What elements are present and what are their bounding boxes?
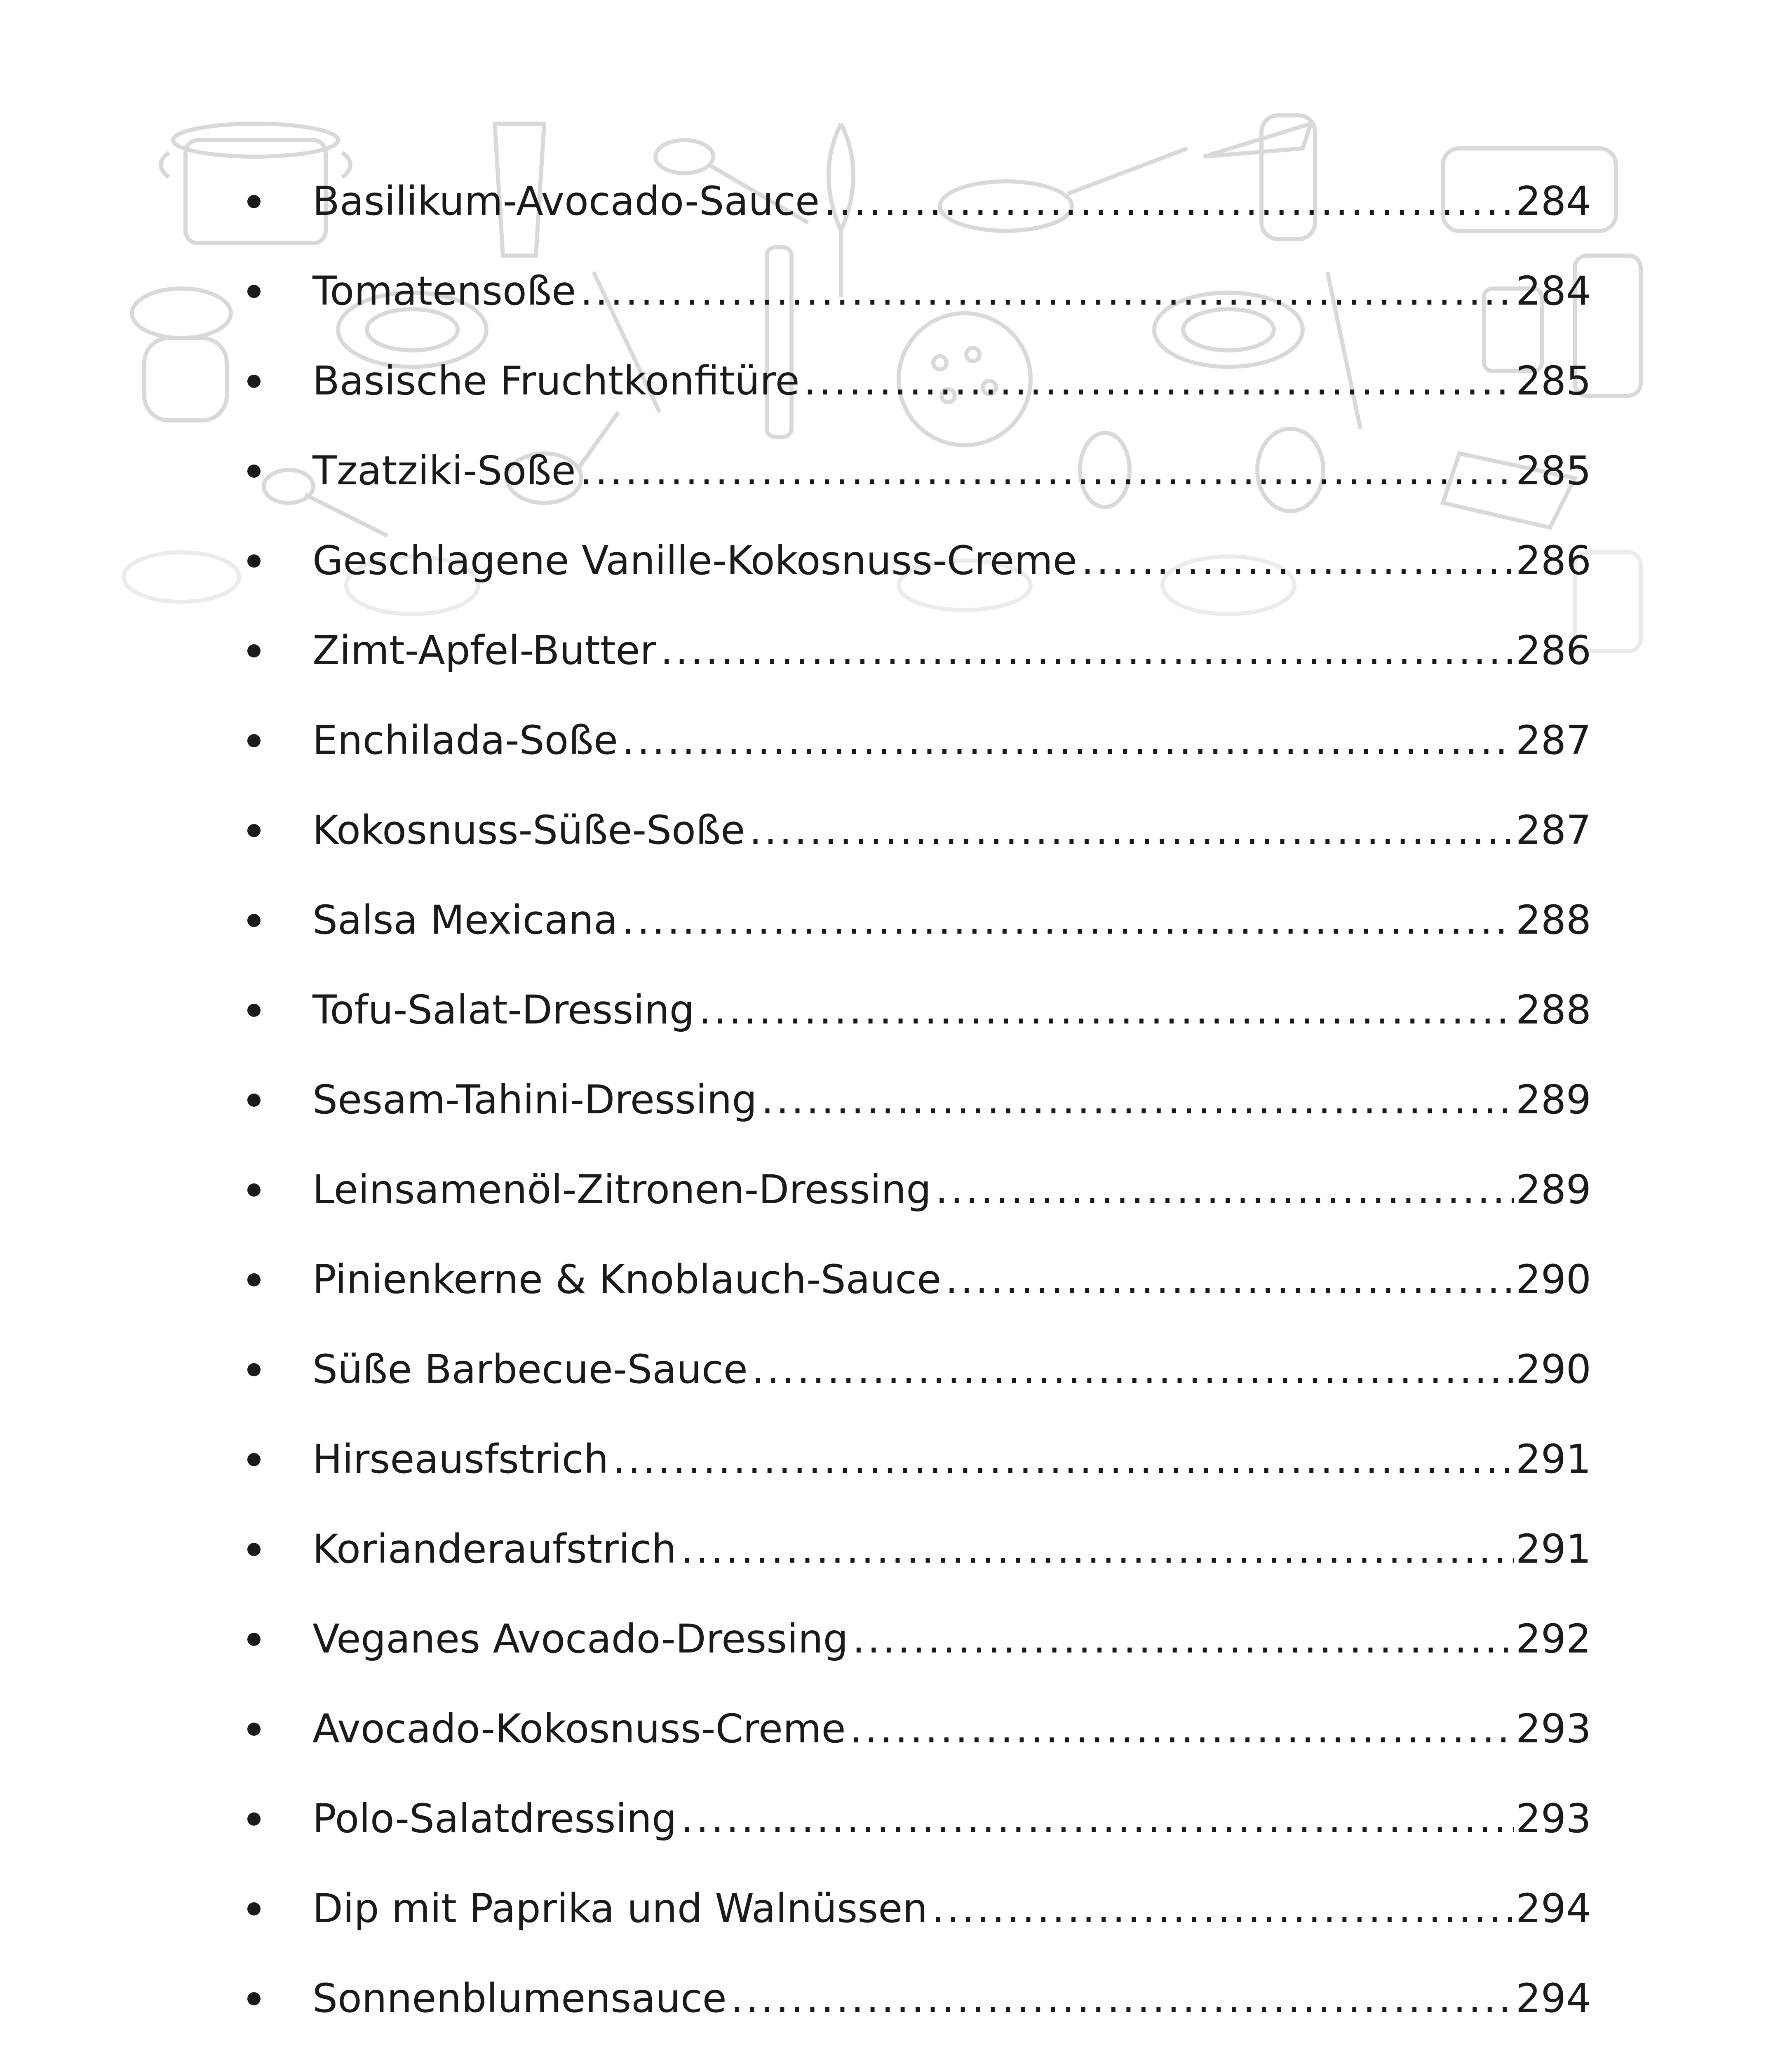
bullet-icon: [247, 465, 261, 478]
toc-entry[interactable]: [231, 1594, 1591, 1684]
toc-entry-page: 290: [1515, 1346, 1591, 1393]
toc-entry-title: Basische Fruchtkonfitüre: [312, 358, 800, 404]
toc-entry-line: [312, 1346, 1591, 1393]
dot-leader: [853, 1615, 1514, 1663]
toc-entry[interactable]: [231, 1505, 1591, 1594]
toc-entry-title: Tomatensoße: [312, 268, 576, 315]
toc-entry-page: 291: [1515, 1526, 1591, 1573]
toc-entry-line: [312, 447, 1591, 495]
toc-entry-title: Polo-Salatdressing: [312, 1796, 677, 1842]
dot-leader: [699, 986, 1514, 1034]
toc-entry-line: [312, 537, 1591, 584]
dot-leader: [622, 897, 1514, 944]
toc-entry-title: Basilikum-Avocado-Sauce: [312, 178, 820, 225]
dot-leader: [935, 1166, 1514, 1214]
bullet-icon: [247, 914, 261, 927]
toc-entry[interactable]: [231, 157, 1591, 246]
toc-entry-page: 286: [1515, 627, 1591, 674]
toc-entry-line: [312, 1526, 1591, 1573]
dot-leader: [731, 1975, 1514, 2022]
bullet-icon: [247, 375, 261, 388]
toc-entry-title: Avocado-Kokosnuss-Creme: [312, 1706, 846, 1752]
toc-entry-title: Sonnenblumensauce: [312, 1975, 727, 2022]
toc-entry-line: [312, 986, 1591, 1034]
toc-entry-title: Hirseausfstrich: [312, 1436, 609, 1483]
toc-entry-page: 293: [1515, 1706, 1591, 1752]
toc-entry-line: [312, 178, 1591, 225]
toc-entry-page: 288: [1515, 897, 1591, 944]
toc-entry-page: 291: [1515, 1436, 1591, 1483]
dot-leader: [752, 1346, 1514, 1393]
toc-entry-page: 286: [1515, 538, 1591, 584]
bullet-icon: [247, 734, 261, 747]
table-of-contents: [231, 157, 1591, 2061]
toc-entry-line: [312, 268, 1591, 315]
bullet-icon: [247, 195, 261, 208]
toc-entry-line: [312, 357, 1591, 405]
toc-entry-line: [312, 717, 1591, 764]
bullet-icon: [247, 824, 261, 837]
toc-entry-page: 287: [1515, 807, 1591, 854]
bullet-icon: [247, 1453, 261, 1466]
toc-entry-line: [312, 1436, 1591, 1483]
toc-entry-line: [312, 1885, 1591, 1932]
toc-entry[interactable]: [231, 786, 1591, 876]
toc-entry-line: [312, 1975, 1591, 2022]
toc-entry[interactable]: [231, 426, 1591, 516]
toc-entry[interactable]: [231, 516, 1591, 606]
toc-entry-title: Sesam-Tahini-Dressing: [312, 1077, 757, 1123]
toc-entry[interactable]: [231, 1774, 1591, 1864]
toc-entry[interactable]: [231, 336, 1591, 426]
toc-entry-page: 293: [1515, 1796, 1591, 1842]
toc-entry-page: 284: [1515, 178, 1591, 225]
bullet-icon: [247, 1273, 261, 1286]
toc-entry-page: 288: [1515, 987, 1591, 1033]
toc-entry-page: 290: [1515, 1256, 1591, 1303]
toc-entry-title: Pinienkerne & Knoblauch-Sauce: [312, 1256, 942, 1303]
toc-entry-page: 289: [1515, 1167, 1591, 1213]
bullet-icon: [247, 1633, 261, 1646]
toc-entry[interactable]: [231, 246, 1591, 336]
toc-entry-line: [312, 807, 1591, 854]
dot-leader: [580, 268, 1514, 315]
bullet-icon: [247, 1902, 261, 1915]
bullet-icon: [247, 1992, 261, 2005]
toc-entry[interactable]: [231, 1864, 1591, 1954]
toc-entry-title: Enchilada-Soße: [312, 717, 618, 764]
toc-entry-title: Tofu-Salat-Dressing: [312, 987, 695, 1033]
bullet-icon: [247, 1723, 261, 1736]
dot-leader: [681, 1795, 1514, 1843]
bullet-icon: [247, 1812, 261, 1826]
toc-entry[interactable]: [231, 1055, 1591, 1145]
toc-entry-line: [312, 1705, 1591, 1753]
toc-entry-page: 292: [1515, 1616, 1591, 1662]
toc-entry-title: Kokosnuss-Süße-Soße: [312, 807, 745, 854]
toc-entry-title: Geschlagene Vanille-Kokosnuss-Creme: [312, 538, 1077, 584]
toc-entry-title: Korianderaufstrich: [312, 1526, 677, 1573]
toc-entry-line: [312, 1795, 1591, 1843]
toc-entry-title: Süße Barbecue-Sauce: [312, 1346, 748, 1393]
dot-leader: [850, 1705, 1514, 1753]
dot-leader: [613, 1436, 1514, 1483]
toc-entry-title: Zimt-Apfel-Butter: [312, 627, 656, 674]
dot-leader: [1081, 537, 1514, 584]
toc-entry[interactable]: [231, 965, 1591, 1055]
toc-entry-title: Veganes Avocado-Dressing: [312, 1616, 848, 1662]
toc-entry-line: [312, 1256, 1591, 1303]
bullet-icon: [247, 1094, 261, 1107]
bullet-icon: [247, 1543, 261, 1556]
bullet-icon: [247, 1004, 261, 1017]
dot-leader: [660, 627, 1514, 674]
toc-entry-title: Dip mit Paprika und Walnüssen: [312, 1885, 928, 1932]
toc-entry-page: 289: [1515, 1077, 1591, 1123]
toc-entry[interactable]: [231, 1684, 1591, 1774]
toc-entry-page: 294: [1515, 1885, 1591, 1932]
toc-entry-line: [312, 897, 1591, 944]
toc-entry-line: [312, 627, 1591, 674]
toc-entry-page: 287: [1515, 717, 1591, 764]
toc-entry[interactable]: [231, 1415, 1591, 1505]
toc-entry-page: 284: [1515, 268, 1591, 315]
toc-entry[interactable]: [231, 876, 1591, 965]
dot-leader: [681, 1526, 1514, 1573]
toc-entry-title: Tzatziki-Soße: [312, 448, 576, 494]
toc-entry-page: 285: [1515, 358, 1591, 404]
bullet-icon: [247, 285, 261, 298]
dot-leader: [749, 807, 1514, 854]
dot-leader: [945, 1256, 1514, 1303]
toc-entry[interactable]: [231, 606, 1591, 696]
toc-entry[interactable]: [231, 1145, 1591, 1235]
toc-entry-title: Leinsamenöl-Zitronen-Dressing: [312, 1167, 932, 1213]
bullet-icon: [247, 644, 261, 657]
bullet-icon: [247, 554, 261, 568]
toc-entry-line: [312, 1076, 1591, 1124]
dot-leader: [622, 717, 1514, 764]
toc-entry[interactable]: [231, 2044, 1591, 2061]
toc-entry[interactable]: [231, 1325, 1591, 1415]
bullet-icon: [247, 1363, 261, 1376]
dot-leader: [932, 1885, 1514, 1932]
toc-entry[interactable]: [231, 696, 1591, 786]
toc-entry[interactable]: [231, 1235, 1591, 1325]
dot-leader: [824, 178, 1514, 225]
toc-entry-line: [312, 1615, 1591, 1663]
toc-entry-page: 294: [1515, 1975, 1591, 2022]
dot-leader: [761, 1076, 1514, 1124]
toc-entry[interactable]: [231, 1954, 1591, 2044]
bullet-icon: [247, 1183, 261, 1197]
dot-leader: [580, 447, 1514, 495]
dot-leader: [804, 357, 1514, 405]
toc-entry-line: [312, 1166, 1591, 1214]
toc-entry-title: Salsa Mexicana: [312, 897, 618, 944]
toc-entry-page: 285: [1515, 448, 1591, 494]
